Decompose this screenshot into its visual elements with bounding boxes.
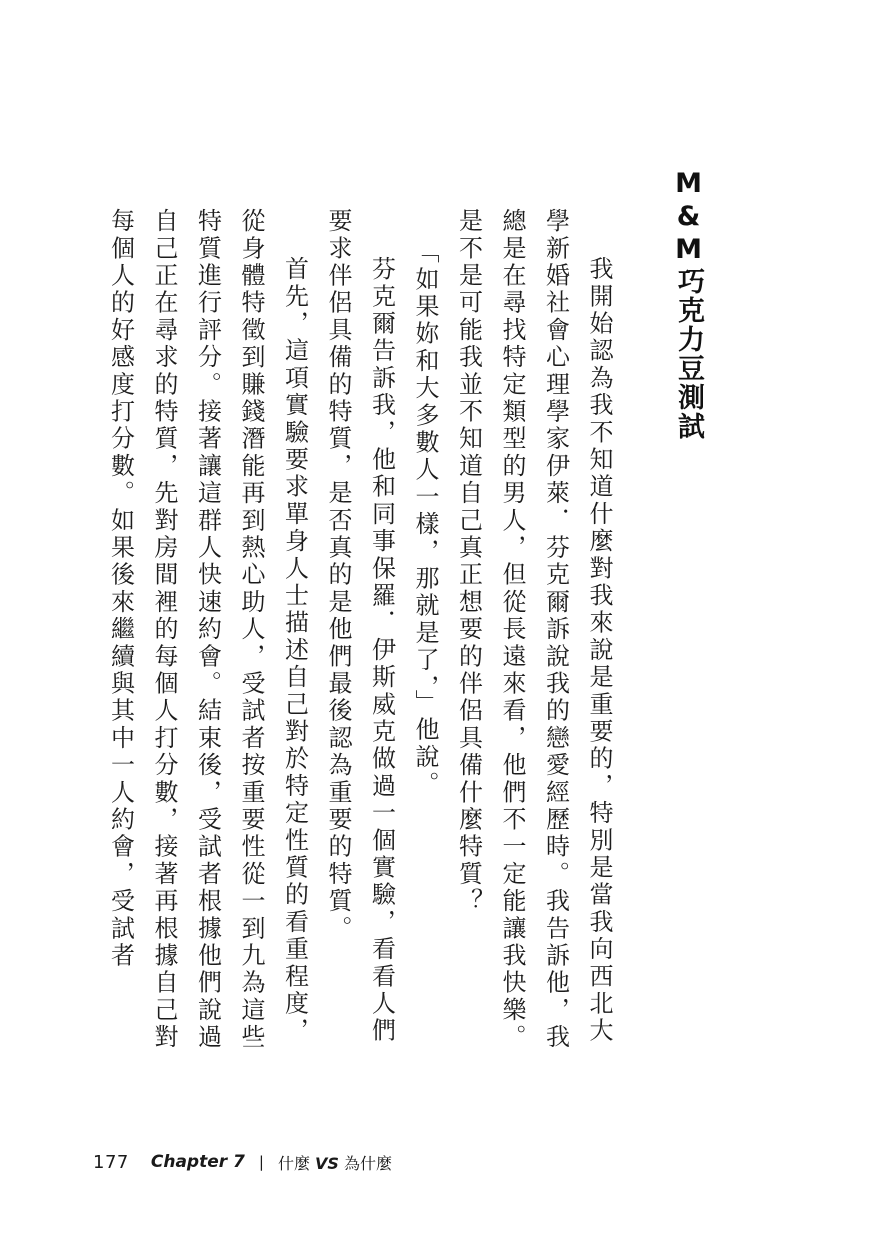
chapter-label: Chapter 7 — [150, 1152, 245, 1172]
paragraph-2: 「如果妳和大多數人一樣，那就是了，」他說。 — [411, 239, 439, 799]
paragraph-4: 首先，這項實驗要求單身人士描述自己對於特定性質的看重程度，從身體特徵到賺錢潛能再到熱心助人，受試者按重要性從一到九為這些特質進行評分。接著讓這群人快速約會。結束後，受試者根據他們說過自己正在尋求的特質，先對房間裡的每個人打分數，接著再根據自己對每個人的好感度打分數。如果後來繼續與其中一人約會，受試者 — [106, 208, 309, 1052]
paragraph-1: 我開始認為我不知道什麼對我來說是重要的，特別是當我向西北大學新婚社會心理學家伊萊．芬克爾訴說我的戀愛經歷時。我告訴他，我總是在尋找特定類型的男人，但從長遠來看，他們不一定能讓我快樂。是不是可能我並不知道自己真正想要的伴侶具備什麼特質？ — [454, 208, 613, 1052]
footer-separator: | — [258, 1153, 264, 1171]
chapter-title-part1: 什麼 — [277, 1153, 316, 1173]
chapter-title — [278, 1151, 392, 1174]
paragraph-3: 芬克爾告訴我，他和同事保羅．伊斯威克做過一個實驗，看看人們要求伴侶具備的特質，是否真的是他們最後認為重要的特質。 — [324, 208, 396, 1045]
body-text — [98, 208, 620, 1063]
page-footer — [93, 1148, 392, 1176]
page-number: 177 — [93, 1151, 129, 1173]
chapter-title-vs: VS — [315, 1153, 339, 1173]
section-title: M&M巧克力豆測試 — [673, 168, 704, 441]
chapter-title-part2: 為什麼 — [338, 1153, 393, 1173]
